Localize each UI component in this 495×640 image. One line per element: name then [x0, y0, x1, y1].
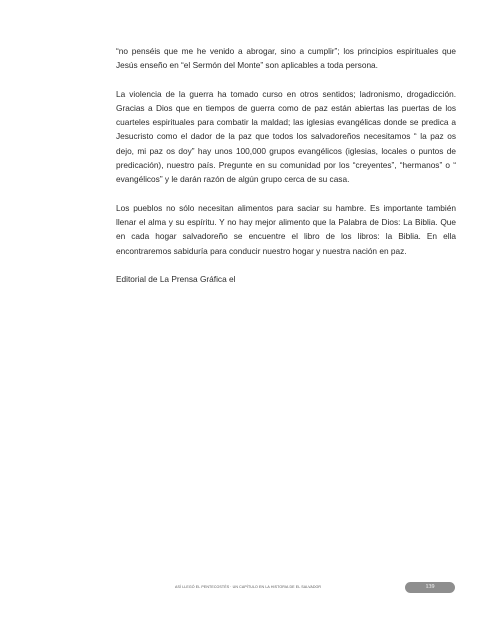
page-body: [116, 44, 456, 286]
page-footer: [175, 582, 455, 594]
page-number: 139: [425, 584, 435, 590]
paragraph-2: La violencia de la guerra ha tomado curso en otros sentidos; ladronismo, drogadicción. Gracias a Dios que en tiempos de guerra como de paz están abiertas las puertas de los cuarteles espirituales para combatir la maldad; las iglesias evangélicas donde se predica a Jesucristo como el dador de la paz que todos los salvadoreños necesitamos “ la paz os dejo, mi paz os doy” hay unos 100,000 grupos evangélicos (iglesias, locales o puntos de predicación), nuestro país. Pregunte en su comunidad por los “creyentes”, “hermanos” o “ evangélicos” y le darán razón de algún grupo cerca de su casa.: [116, 88, 456, 185]
page-number-badge: [405, 582, 455, 593]
paragraph-3: Los pueblos no sólo necesitan alimentos para saciar su hambre. Es importante también llenar el alma y su espíritu. Y no hay mejor alimento que la Palabra de Dios: La Biblia. Que en cada hogar salvadoreño se encuentre el libro de los libros: la Biblia. En ella encontraremos sabiduría para conducir nuestro hogar y nuestra nación en paz.: [116, 202, 456, 256]
paragraph-1: “no penséis que me he venido a abrogar, sino a cumplir”; los principios espirituales que Jesús enseño en “el Sermón del Monte” son aplicables a toda persona.: [116, 46, 456, 71]
running-title: ASÍ LLEGÓ EL PENTECOSTÉS · UN CAPÍTULO EN LA HISTORIA DE EL SALVADOR: [175, 585, 322, 589]
editorial-signoff: Editorial de La Prensa Gráfica el: [116, 273, 236, 284]
